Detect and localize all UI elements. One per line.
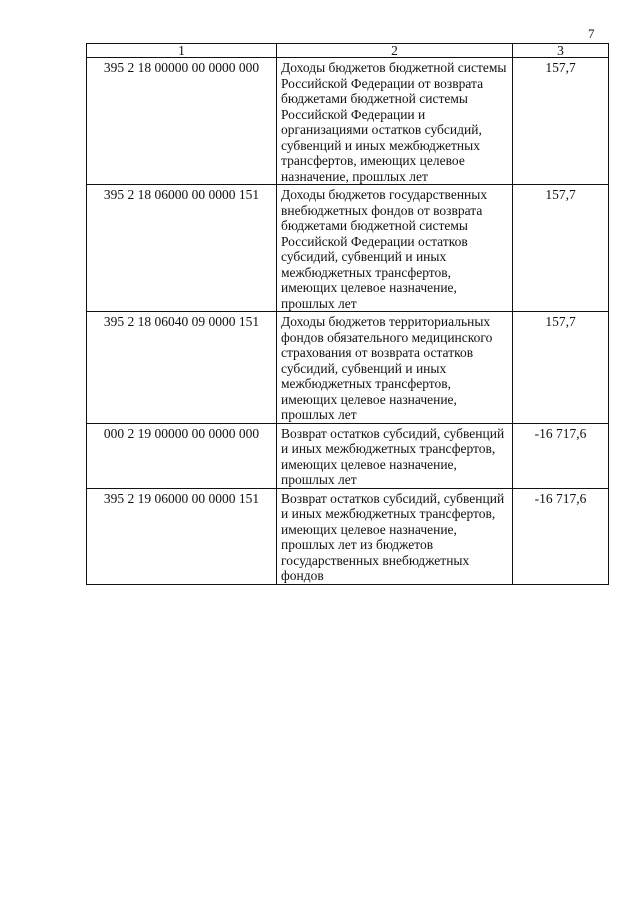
table-row xyxy=(87,423,609,488)
revenue-name-cell: Доходы бюджетов территориальных фондов обязательного медицинского страхования от возврата остатков субсидий, субвенций и иных межбюджетных трансфертов, имеющих целевое назначение, прошлых лет xyxy=(277,312,513,424)
budget-code-cell: 395 2 18 06040 09 0000 151 xyxy=(87,312,277,424)
column-header-amount: 3 xyxy=(513,44,609,58)
column-header-code: 1 xyxy=(87,44,277,58)
revenue-name-cell: Доходы бюджетов государственных внебюджетных фондов от возврата бюджетами бюджетной системы Российской Федерации остатков субсидий, субвенций и иных межбюджетных трансфертов, имеющих целевое назначение, прошлых лет xyxy=(277,185,513,312)
table-row xyxy=(87,312,609,424)
budget-code-cell: 000 2 19 00000 00 0000 000 xyxy=(87,423,277,488)
amount-cell: -16 717,6 xyxy=(513,423,609,488)
revenue-name-cell: Возврат остатков субсидий, субвенций и иных межбюджетных трансфертов, имеющих целевое назначение, прошлых лет из бюджетов государственных внебюджетных фондов xyxy=(277,488,513,584)
page-number: 7 xyxy=(588,26,595,41)
amount-cell: -16 717,6 xyxy=(513,488,609,584)
amount-cell: 157,7 xyxy=(513,185,609,312)
table-header-row xyxy=(87,44,609,58)
budget-code-cell: 395 2 18 06000 00 0000 151 xyxy=(87,185,277,312)
table-row xyxy=(87,488,609,584)
table-row xyxy=(87,185,609,312)
budget-code-cell: 395 2 19 06000 00 0000 151 xyxy=(87,488,277,584)
budget-revenue-table xyxy=(86,43,609,585)
revenue-name-cell: Доходы бюджетов бюджетной системы Российской Федерации от возврата бюджетами бюджетной системы Российской Федерации и организациями остатков субсидий, субвенций и иных межбюджетных трансфертов, имеющих целевое назначение, прошлых лет xyxy=(277,58,513,185)
table-row xyxy=(87,58,609,185)
column-header-name: 2 xyxy=(277,44,513,58)
amount-cell: 157,7 xyxy=(513,312,609,424)
amount-cell: 157,7 xyxy=(513,58,609,185)
revenue-name-cell: Возврат остатков субсидий, субвенций и иных межбюджетных трансфертов, имеющих целевое назначение, прошлых лет xyxy=(277,423,513,488)
budget-code-cell: 395 2 18 00000 00 0000 000 xyxy=(87,58,277,185)
